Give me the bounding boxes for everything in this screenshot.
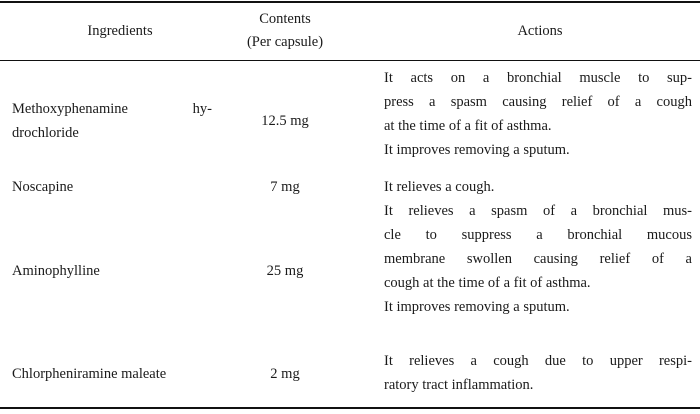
header-contents-line1: Contents (259, 11, 311, 27)
content-amount: 2 mg (270, 366, 300, 382)
content-amount: 7 mg (270, 179, 300, 195)
header-divider-rule (0, 60, 700, 61)
action-line: ratory tract inflammation. (384, 377, 534, 393)
ingredient-word: hy- (192, 101, 212, 117)
ingredient-name-line1: Aminophylline (12, 263, 100, 279)
table-top-rule (0, 1, 700, 3)
ingredient-word: Methoxyphenamine (12, 101, 128, 117)
action-line: at the time of a fit of asthma. (384, 118, 552, 134)
ingredient-name-line1: Chlorpheniramine maleate (12, 366, 167, 382)
ingredient-cell (12, 362, 212, 386)
action-line: It improves removing a sputum. (384, 142, 570, 158)
action-line: press a spasm causing relief of a cough (384, 94, 692, 110)
content-amount: 25 mg (266, 263, 304, 279)
action-line: It acts on a bronchial muscle to sup- (384, 70, 692, 86)
action-cell (384, 66, 692, 162)
header-contents-line2: (Per capsule) (246, 34, 324, 50)
action-line: It relieves a cough. (384, 179, 495, 195)
ingredient-name-line1: Noscapine (12, 179, 74, 195)
header-contents (220, 8, 350, 54)
action-line: It relieves a spasm of a bronchial mus- (384, 203, 692, 219)
action-line: cough at the time of a fit of asthma. (384, 275, 591, 291)
ingredient-cell (12, 97, 212, 145)
ingredient-cell (12, 259, 212, 283)
ingredient-name-line1 (12, 97, 212, 121)
action-cell (384, 199, 692, 319)
header-ingredients: Ingredients (87, 23, 153, 39)
action-line: membrane swollen causing relief of a (384, 251, 692, 267)
action-cell (384, 175, 692, 199)
ingredient-cell (12, 175, 212, 199)
action-cell (384, 349, 692, 397)
action-line: cle to suppress a bronchial mucous (384, 227, 692, 243)
content-amount: 12.5 mg (261, 113, 309, 129)
action-line: It relieves a cough due to upper respi- (384, 353, 692, 369)
action-line: It improves removing a sputum. (384, 299, 570, 315)
ingredient-name-line2: drochloride (12, 125, 79, 141)
header-actions: Actions (517, 23, 563, 39)
table-bottom-rule (0, 407, 700, 409)
